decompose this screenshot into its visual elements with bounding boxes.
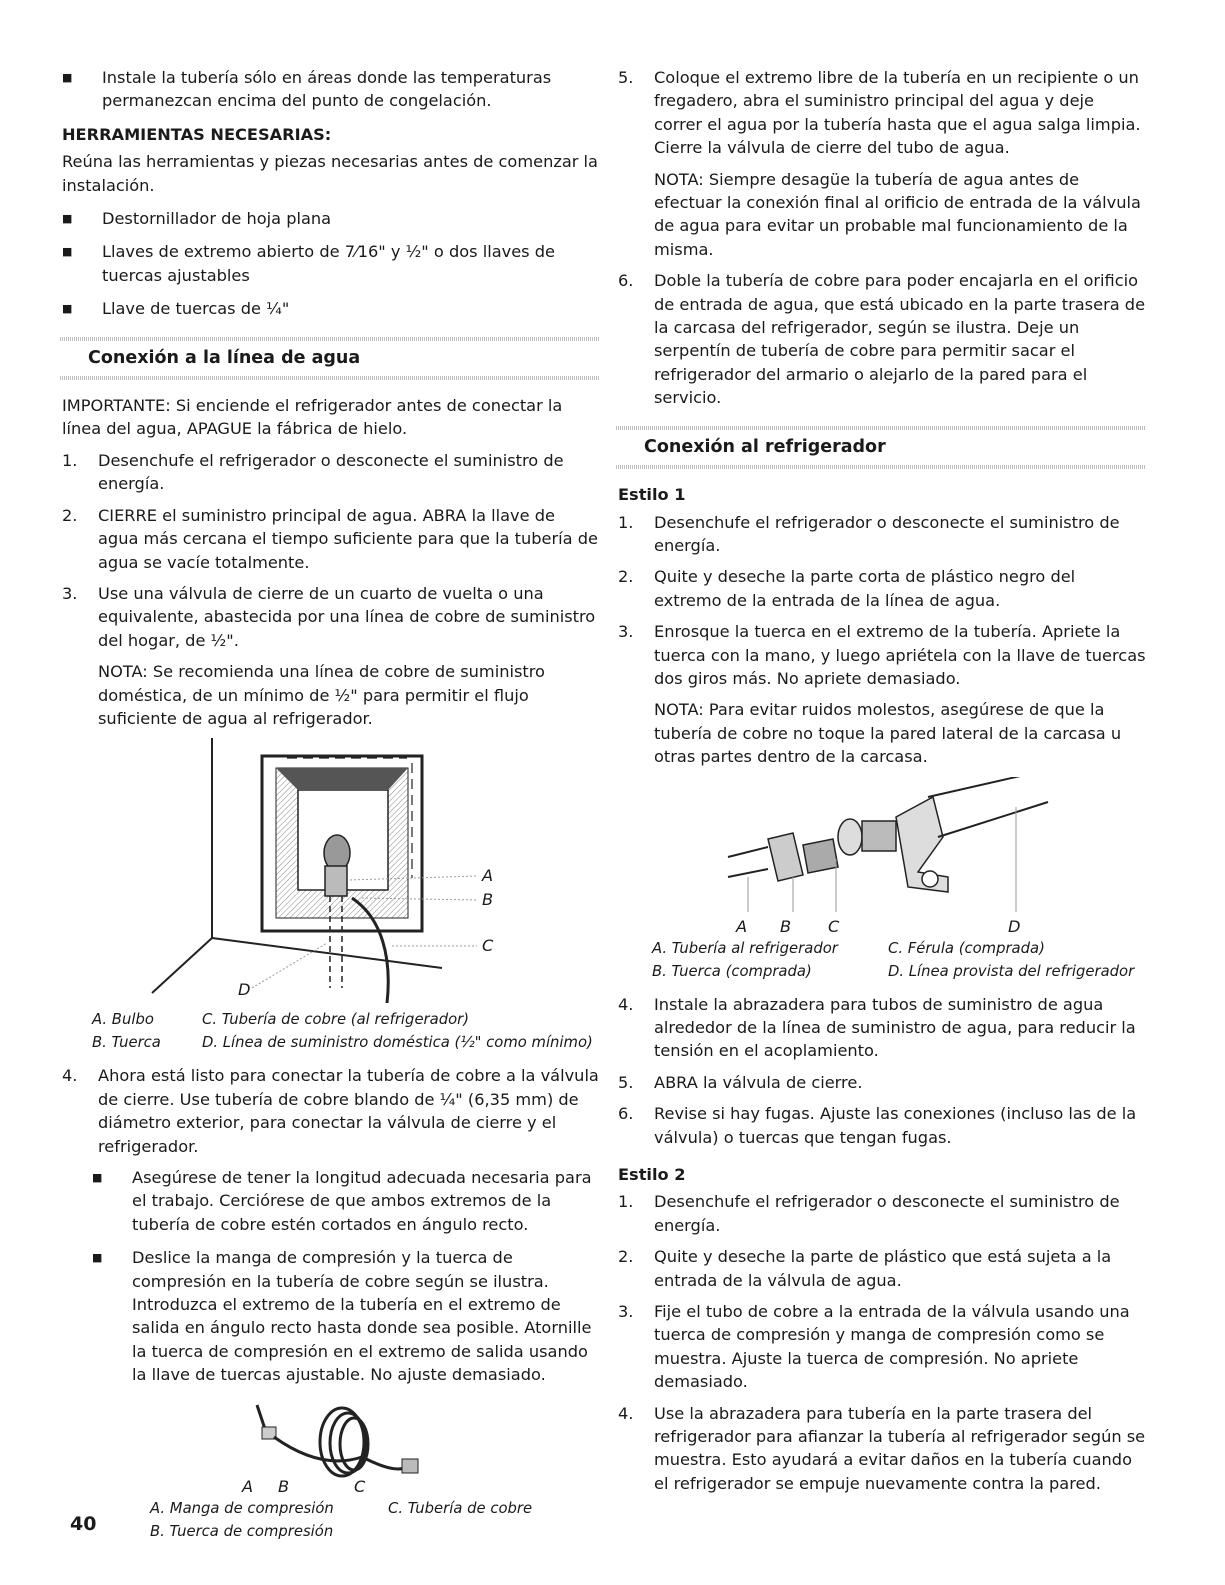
- style2-heading: Estilo 2: [618, 1165, 686, 1184]
- step-item: [618, 66, 1146, 160]
- step-number: 6.: [618, 1104, 634, 1124]
- step-number: 6.: [618, 271, 634, 291]
- step-text: Use la abrazadera para tubería en la parte trasera del refrigerador para afianzar la tubería al refrigerador según se muestra. Esto ayudará a evitar daños en la tubería cuando el refrigerador se empuje nuevamente contra la pared.: [654, 1403, 1146, 1493]
- figure-label: C: [828, 916, 840, 936]
- step-item: [618, 1402, 1146, 1496]
- step-number: 1.: [618, 512, 634, 532]
- step-number: 3.: [62, 583, 78, 603]
- step-item: [618, 1071, 1146, 1094]
- fitting-figure: [618, 777, 1146, 937]
- step-item: [62, 449, 600, 496]
- section-header-water-line: [60, 337, 600, 380]
- left-column: [62, 66, 600, 1543]
- figure-caption: [92, 1008, 600, 1054]
- caption-d: D. Línea provista del refrigerador: [888, 962, 1135, 980]
- section-title: Conexión a la línea de agua: [88, 347, 361, 368]
- shutoff-valve-figure: [62, 738, 600, 1008]
- tool-item: ■ Llave de tuercas de ¼": [62, 297, 600, 320]
- section-title: Conexión al refrigerador: [644, 436, 886, 457]
- intro-bullet: ■ Instale la tubería sólo en áreas donde las temperaturas permanezcan encima del punto de congelación.: [62, 66, 600, 113]
- caption-d: D. Línea de suministro doméstica (½" como mínimo): [202, 1034, 593, 1052]
- step-note: NOTA: Para evitar ruidos molestos, asegúrese de que la tubería de cobre no toque la pared lateral de la carcasa u otras partes dentro de la carcasa.: [654, 700, 1122, 767]
- step-item: [618, 620, 1146, 690]
- step-item: [618, 269, 1146, 409]
- step-item: [62, 504, 600, 574]
- step-number: 3.: [618, 1302, 634, 1322]
- step-text: Ahora está listo para conectar la tubería de cobre a la válvula de cierre. Use tubería de cobre blando de ¼" (6,35 mm) de diámetro exterior, para conectar la válvula de cierre y el refrigerador.: [98, 1066, 599, 1156]
- step-number: 1.: [62, 450, 78, 470]
- caption-b: B. Tuerca (comprada): [652, 962, 812, 980]
- step-item: [618, 1245, 1146, 1292]
- figure-label: A: [482, 866, 494, 886]
- step-text: Quite y deseche la parte corta de plástico negro del extremo de la entrada de la línea de agua.: [654, 567, 1076, 610]
- figure-label: B: [780, 916, 792, 936]
- figure-label: C: [482, 936, 494, 956]
- fitting-illustration: [618, 777, 1146, 937]
- figure-label: A: [736, 916, 748, 936]
- right-column: [618, 66, 1146, 1503]
- step-item: [618, 1300, 1146, 1394]
- step-text: Coloque el extremo libre de la tubería en un recipiente o un fregadero, abra el suministro principal del agua y deje correr el agua por la tubería hasta que el agua salga limpia. Cierre la válvula de cierre del tubo de agua.: [654, 68, 1141, 158]
- step-number: 4.: [618, 1403, 634, 1423]
- caption-a: A. Tubería al refrigerador: [652, 939, 838, 957]
- tools-heading: HERRAMIENTAS NECESARIAS:: [62, 124, 332, 144]
- step-item: [62, 582, 600, 652]
- step-text: Enrosque la tuerca en el extremo de la tubería. Apriete la tuerca con la mano, y luego apriétela con la llave de tuercas dos giros más. No apriete demasiado.: [654, 622, 1146, 688]
- style1-heading: Estilo 1: [618, 485, 686, 505]
- section-rule: [60, 376, 600, 380]
- caption-a: A. Bulbo: [92, 1011, 154, 1029]
- step-item: [618, 565, 1146, 612]
- section-header-refrigerator: [616, 426, 1146, 469]
- step-item: [618, 511, 1146, 558]
- step-text: CIERRE el suministro principal de agua. ABRA la llave de agua más cercana el tiempo suficiente para que la tubería de agua se vacíe totalmente.: [98, 505, 598, 572]
- tool-item: ■ Destornillador de hoja plana: [62, 207, 600, 230]
- figure-label: D: [1008, 916, 1021, 936]
- caption-c: C. Tubería de cobre: [388, 1499, 533, 1517]
- figure-label: A: [242, 1476, 254, 1496]
- sub-bullet: ■ Asegúrese de tener la longitud adecuada necesaria para el trabajo. Cerciórese de que ambos extremos de la tubería de cobre estén cortados en ángulo recto.: [62, 1166, 600, 1236]
- step-item: [618, 993, 1146, 1063]
- step-number: 4.: [62, 1066, 78, 1086]
- step-number: 2.: [618, 1247, 634, 1267]
- step-item: [62, 1064, 600, 1158]
- figure-caption: [150, 1497, 600, 1543]
- copper-coil-figure: [62, 1397, 600, 1497]
- step-note: NOTA: Siempre desagüe la tubería de agua antes de efectuar la conexión final al orificio de entrada de la válvula de agua para evitar un probable mal funcionamiento de la misma.: [654, 169, 1141, 259]
- caption-a: A. Manga de compresión: [150, 1499, 334, 1517]
- step-number: 3.: [618, 622, 634, 642]
- figure-label: B: [482, 890, 494, 910]
- step-text: ABRA la válvula de cierre.: [654, 1072, 863, 1092]
- tool-item: ■ Llaves de extremo abierto de 7⁄16" y ½" o dos llaves de tuercas ajustables: [62, 240, 600, 287]
- step-number: 5.: [618, 68, 634, 87]
- step-text: Instale la abrazadera para tubos de suministro de agua alrededor de la línea de suministro de agua, para reducir la tensión en el acoplamiento.: [654, 994, 1136, 1061]
- figure-label: B: [278, 1476, 290, 1496]
- copper-coil-illustration: [62, 1397, 600, 1497]
- step-text: Desenchufe el refrigerador o desconecte el suministro de energía.: [654, 512, 1120, 555]
- step-item: [618, 1102, 1146, 1149]
- step-text: Fije el tubo de cobre a la entrada de la válvula usando una tuerca de compresión y manga de compresión como se muestra. Ajuste la tuerca de compresión. No apriete demasiado.: [654, 1302, 1130, 1392]
- section-rule: [616, 465, 1146, 469]
- caption-b: B. Tuerca de compresión: [150, 1522, 334, 1540]
- step-number: 1.: [618, 1192, 634, 1212]
- step-note: NOTA: Se recomienda una línea de cobre de suministro doméstica, de un mínimo de ½" para permitir el flujo suficiente de agua al refrigerador.: [98, 662, 545, 728]
- figure-label: D: [238, 980, 251, 1000]
- page-number: 40: [70, 1513, 97, 1535]
- caption-b: B. Tuerca: [92, 1034, 161, 1052]
- shutoff-valve-illustration: [62, 738, 600, 1008]
- step-text: Desenchufe el refrigerador o desconecte el suministro de energía.: [654, 1192, 1120, 1235]
- step-number: 2.: [62, 505, 78, 525]
- step-number: 2.: [618, 567, 634, 587]
- step-text: Doble la tubería de cobre para poder encajarla en el orificio de entrada de agua, que está ubicado en la parte trasera de la carcasa del refrigerador, según se ilustra. Deje un serpentín de tubería de cobre para permitir sacar el refrigerador del armario o alejarlo de la pared para el servicio.: [654, 271, 1146, 408]
- sub-bullet: ■ Deslice la manga de compresión y la tuerca de compresión en la tubería de cobre según se ilustra. Introduzca el extremo de la tubería en el extremo de salida en ángulo recto hasta donde sea posible. Atornille la tuerca de compresión en el extremo de salida usando la llave de tuercas ajustable. No ajuste demasiado.: [62, 1246, 600, 1386]
- important-note: IMPORTANTE: Si enciende el refrigerador antes de conectar la línea del agua, APAGUE la fábrica de hielo.: [62, 396, 563, 439]
- step-text: Revise si hay fugas. Ajuste las conexiones (incluso las de la válvula) o tuercas que tengan fugas.: [654, 1104, 1137, 1147]
- step-number: 5.: [618, 1072, 634, 1092]
- tools-intro: Reúna las herramientas y piezas necesarias antes de comenzar la instalación.: [62, 152, 598, 195]
- caption-c: C. Férula (comprada): [888, 939, 1045, 957]
- step-text: Desenchufe el refrigerador o desconecte el suministro de energía.: [98, 450, 564, 494]
- figure-caption: [652, 937, 1146, 983]
- step-text: Use una válvula de cierre de un cuarto de vuelta o una equivalente, abastecida por una línea de cobre de suministro del hogar, de ½".: [98, 583, 596, 650]
- step-item: [618, 1190, 1146, 1237]
- step-number: 4.: [618, 994, 634, 1014]
- caption-c: C. Tubería de cobre (al refrigerador): [202, 1011, 469, 1029]
- step-text: Quite y deseche la parte de plástico que está sujeta a la entrada de la válvula de agua.: [654, 1247, 1112, 1290]
- figure-label: C: [354, 1476, 366, 1496]
